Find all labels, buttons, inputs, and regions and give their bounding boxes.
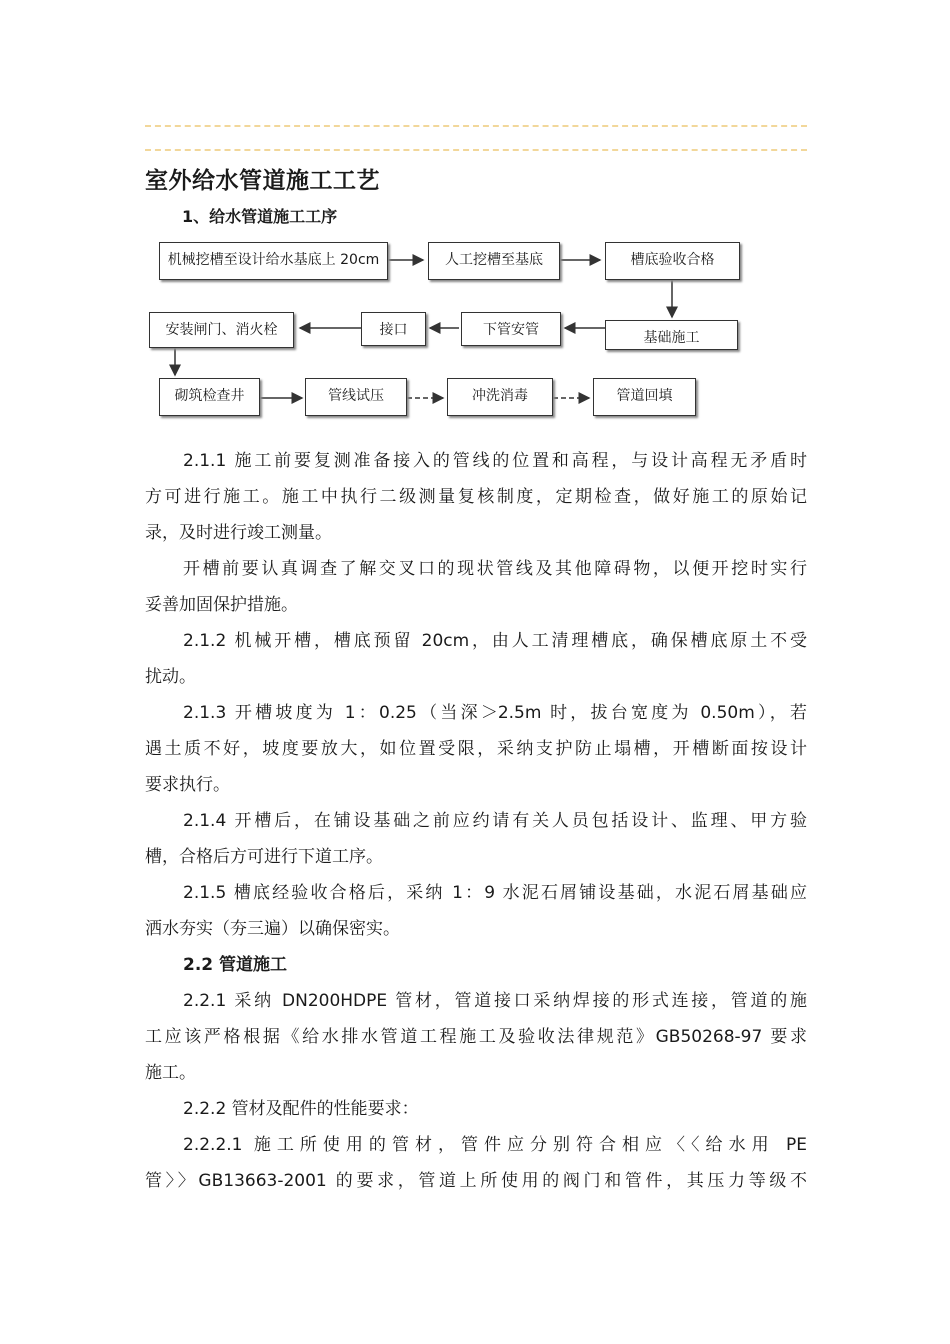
page-title: 室外给水管道施工工艺 [145, 168, 380, 194]
header-dashed-line-top [145, 125, 807, 127]
para-2-1-5-line2: 洒水夯实（夯三遍）以确保密实。 [145, 919, 400, 939]
para-2-1-4-line2: 槽，合格后方可进行下道工序。 [145, 847, 383, 867]
body-text [145, 443, 807, 1199]
para-2-2-1-line2: 工应该严格根据《给水排水管道工程施工及验收法律规范》GB50268-97 要求 [145, 1027, 807, 1047]
section-heading-1: 1、给水管道施工工序 [182, 207, 338, 226]
process-flowchart [145, 235, 755, 425]
para-2-2-2: 2.2.2 管材及配件的性能要求： [183, 1099, 419, 1119]
para-2-2-2-1-line1: 2.2.2.1 施工所使用的管材，管件应分别符合相应〈〈给水用 PE [183, 1135, 807, 1155]
flow-step-pipe-laying: 下管安管 [461, 312, 561, 346]
flow-step-build-inspection-well: 砌筑检查井 [159, 378, 260, 416]
para-2-1-1-line3: 录，及时进行竣工测量。 [145, 523, 332, 543]
header-dashed-line-bottom [145, 149, 807, 151]
para-2-2-1-line1: 2.2.1 采纳 DN200HDPE 管材，管道接口采纳焊接的形式连接，管道的施 [183, 991, 807, 1011]
flow-step-manual-excavation: 人工挖槽至基底 [428, 242, 560, 280]
para-trench-survey-line1: 开槽前要认真调查了解交叉口的现状管线及其他障碍物，以便开挖时实行 [183, 559, 807, 579]
flow-step-pressure-test: 管线试压 [305, 378, 407, 416]
para-2-1-3-line1: 2.1.3 开槽坡度为 1：0.25（当深＞2.5m 时，拔台宽度为 0.50m），若 [183, 703, 807, 723]
para-2-1-3-line2: 遇土质不好，坡度要放大，如位置受限，采纳支护防止塌槽，开槽断面按设计 [145, 739, 807, 759]
para-2-2-2-1-line2: 管〉〉GB13663-2001 的要求，管道上所使用的阀门和管件，其压力等级不 [145, 1171, 807, 1191]
flow-step-install-valves-hydrants: 安装闸门、消火栓 [149, 312, 294, 348]
flow-step-trench-acceptance: 槽底验收合格 [605, 242, 740, 280]
section-heading-2-2: 2.2 管道施工 [183, 955, 288, 975]
para-2-1-5-line1: 2.1.5 槽底经验收合格后，采纳 1：9 水泥石屑铺设基础，水泥石屑基础应 [183, 883, 807, 903]
para-2-1-1-line1: 2.1.1 施工前要复测准备接入的管线的位置和高程，与设计高程无矛盾时 [183, 451, 807, 471]
flow-step-foundation: 基础施工 [605, 320, 738, 350]
para-trench-survey-line2: 妥善加固保护措施。 [145, 595, 298, 615]
para-2-1-1-line2: 方可进行施工。施工中执行二级测量复核制度，定期检查，做好施工的原始记 [145, 487, 807, 507]
flow-step-backfill: 管道回填 [593, 378, 696, 416]
para-2-1-4-line1: 2.1.4 开槽后，在铺设基础之前应约请有关人员包括设计、监理、甲方验 [183, 811, 807, 831]
para-2-1-3-line3: 要求执行。 [145, 775, 230, 795]
para-2-2-1-line3: 施工。 [145, 1063, 196, 1083]
flow-step-flush-disinfect: 冲洗消毒 [447, 378, 553, 416]
para-2-1-2-line2: 扰动。 [145, 667, 196, 687]
para-2-1-2-line1: 2.1.2 机械开槽，槽底预留 20cm，由人工清理槽底，确保槽底原土不受 [183, 631, 807, 651]
flow-step-mechanical-excavation: 机械挖槽至设计给水基底上 20cm [159, 242, 388, 280]
flow-step-joint: 接口 [361, 312, 426, 346]
